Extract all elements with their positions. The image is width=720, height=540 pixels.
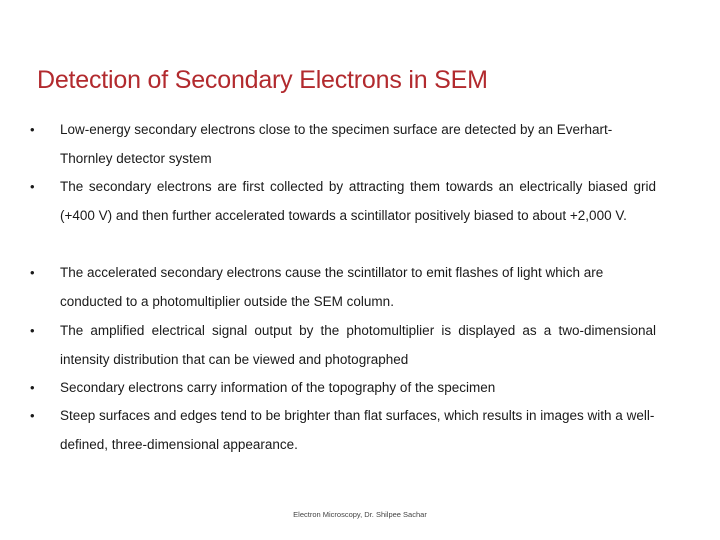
bullet-item-1 — [30, 116, 656, 174]
bullet-dot-icon: • — [30, 179, 35, 194]
bullet-text-6: Steep surfaces and edges tend to be brighter than flat surfaces, which results in images with a well-defined, three-dimensional appearance. — [60, 408, 655, 452]
bullet-text-1: Low-energy secondary electrons close to the specimen surface are detected by an Everhart-Thornley detector system — [60, 122, 613, 166]
bullet-text-3: The accelerated secondary electrons cause the scintillator to emit flashes of light which are conducted to a photomultiplier outside the SEM column. — [60, 265, 604, 309]
bullet-item-3 — [30, 259, 656, 317]
bullet-dot-icon: • — [30, 408, 35, 423]
bullet-item-6 — [30, 402, 656, 460]
bullet-item-4 — [30, 317, 656, 375]
bullet-item-5 — [30, 374, 656, 403]
bullet-item-2 — [30, 173, 656, 231]
bullet-dot-icon: • — [30, 380, 35, 395]
bullet-text-2: The secondary electrons are first collected by attracting them towards an electrically biased grid (+400 V) and then further accelerated towards a scintillator positively biased to about +2,000 V. — [60, 179, 656, 223]
slide-footer: Electron Microscopy, Dr. Shilpee Sachar — [293, 510, 427, 519]
bullet-text-5: Secondary electrons carry information of the topography of the specimen — [60, 380, 496, 395]
slide-title: Detection of Secondary Electrons in SEM — [37, 66, 488, 94]
bullet-dot-icon: • — [30, 265, 35, 280]
bullet-dot-icon: • — [30, 122, 35, 137]
bullet-dot-icon: • — [30, 323, 35, 338]
bullet-text-4: The amplified electrical signal output by the photomultiplier is displayed as a two-dimensional intensity distribution that can be viewed and photographed — [60, 323, 656, 367]
